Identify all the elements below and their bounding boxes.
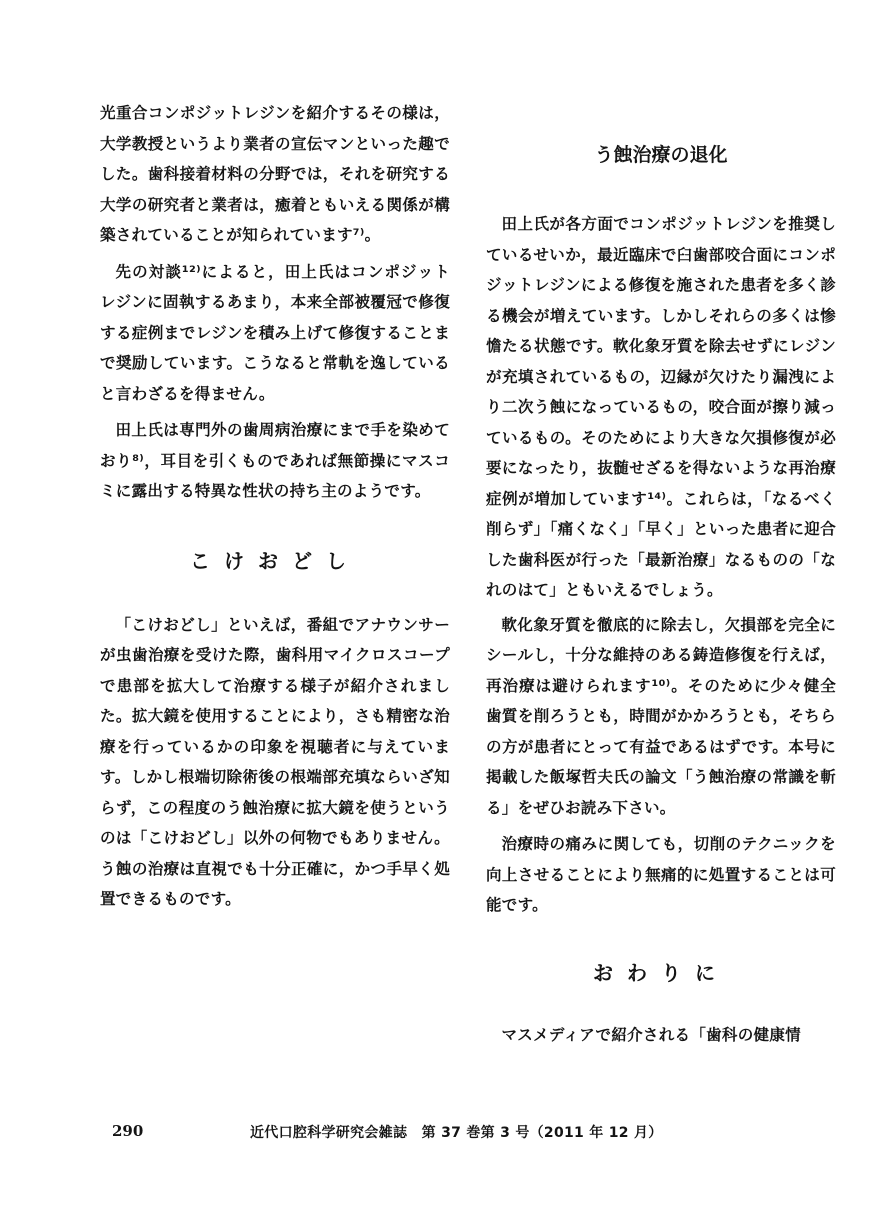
paragraph: 治療時の痛みに関しても，切削のテクニックを向上させることにより無痛的に処置することは可能です。 <box>486 835 836 914</box>
right-column <box>486 98 836 1050</box>
section-heading: こけおどし <box>190 548 360 573</box>
section-heading: う蝕治療の退化 <box>594 144 728 166</box>
journal-citation: 近代口腔科学研究会雑誌 第 37 巻第 3 号（2011 年 12 月） <box>250 1125 663 1141</box>
left-column <box>100 98 450 915</box>
page-number: 290 <box>112 1122 144 1140</box>
paragraph: 「こけおどし」といえば，番組でアナウンサーが虫歯治療を受けた際，歯科用マイクロスコープで患部を拡大して治療する様子が紹介されました。拡大鏡を使用することにより，さも精密な治療を行っているかの印象を視聴者に与えています。しかし根端切除術後の根端部充填ならいざ知らず，この程度のう蝕治療に拡大鏡を使うというのは「こけおどし」以外の何物でもありません。う蝕の治療は直視でも十分正確に，かつ手早く処置できるものです。 <box>100 615 450 908</box>
section-heading: おわりに <box>593 960 729 985</box>
paragraph: マスメディアで紹介される「歯科の健康情 <box>501 1025 801 1044</box>
paragraph: 田上氏が各方面でコンポジットレジンを推奨しているせいか，最近臨床で臼歯部咬合面にコンポジットレジンによる修復を施された患者を多く診る機会が増えています。しかしそれらの多くは惨憺たる状態です。軟化象牙質を除去せずにレジンが充填されているもの，辺縁が欠けたり漏洩により二次う蝕になっているもの，咬合面が擦り減っているもの。そのためにより大きな欠損修復が必要になったり，抜髄せざるを得ないような再治療症例が増加しています¹⁴⁾。これらは，「なるべく削らず」「痛くなく」「早く」といった患者に迎合した歯科医が行った「最新治療」なるものの「なれのはて」ともいえるでしょう。 <box>486 215 836 599</box>
paragraph: 先の対談¹²⁾によると，田上氏はコンポジットレジンに固執するあまり，本来全部被覆冠で修復する症例までレジンを積み上げて修復することまで奨励しています。こうなると常軌を逸していると言わざるを得ません。 <box>100 262 450 403</box>
paragraph: 光重合コンポジットレジンを紹介するその様は，大学教授というより業者の宣伝マンといった趣でした。歯科接着材料の分野では，それを研究する大学の研究者と業者は，癒着ともいえる関係が構築されていることが知られています⁷⁾。 <box>100 104 450 244</box>
paragraph: 田上氏は専門外の歯周病治療にまで手を染めており⁸⁾，耳目を引くものであれば無節操にマスコミに露出する特異な性状の持ち主のようです。 <box>100 421 450 500</box>
paragraph: 軟化象牙質を徹底的に除去し，欠損部を完全にシールし，十分な維持のある鋳造修復を行えば，再治療は避けられます¹⁰⁾。そのために少々健全歯質を削ろうとも，時間がかかろうとも，そちらの方が患者にとって有益であるはずです。本号に掲載した飯塚哲夫氏の論文「う蝕治療の常識を斬る」をぜひお読み下さい。 <box>486 615 836 817</box>
